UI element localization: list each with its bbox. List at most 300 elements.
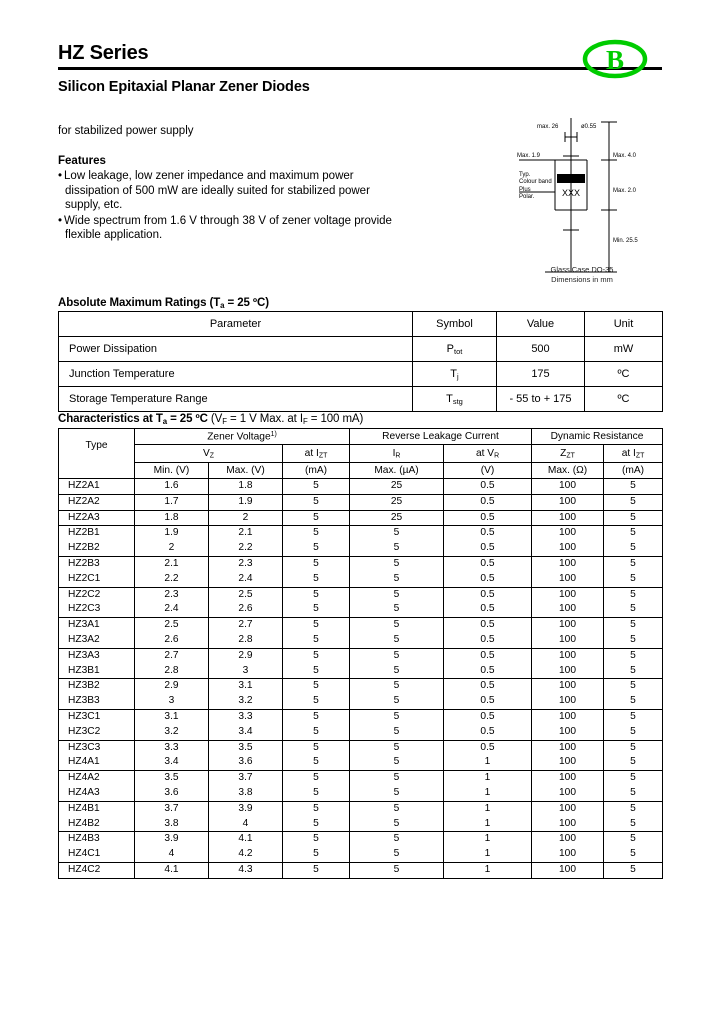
chr-cell-izt: 5 bbox=[283, 679, 350, 694]
chr-title-c-sub: F bbox=[222, 416, 227, 426]
chr-cell-izt: 5 bbox=[283, 526, 350, 541]
chr-group-dynamic-resistance: Dynamic Resistance bbox=[532, 429, 663, 445]
chr-cell-izt2: 5 bbox=[604, 541, 663, 556]
chr-cell-izt2: 5 bbox=[604, 526, 663, 541]
feature-text: Low leakage, low zener impedance and maximum power dissipation of 500 mW are ideally suited for stabilized power supply, etc. bbox=[64, 170, 370, 212]
chr-cell-type: HZ2B3 bbox=[59, 556, 135, 571]
chr-cell-izt: 5 bbox=[283, 832, 350, 847]
chr-cell-zzt: 100 bbox=[532, 694, 604, 709]
chr-cell-zzt: 100 bbox=[532, 664, 604, 679]
chr-cell-izt: 5 bbox=[283, 755, 350, 770]
amr-title-sub: a bbox=[220, 300, 225, 310]
chr-cell-vr: 0.5 bbox=[444, 648, 532, 663]
absolute-maximum-ratings-title bbox=[58, 297, 269, 310]
chr-cell-type: HZ4B1 bbox=[59, 801, 135, 816]
chr-sym-zzt bbox=[532, 445, 604, 463]
chr-cell-zzt: 100 bbox=[532, 847, 604, 862]
characteristics-table bbox=[58, 428, 662, 879]
chr-cell-vz-min: 4.1 bbox=[135, 862, 209, 878]
chr-cell-vr: 0.5 bbox=[444, 709, 532, 724]
chr-cell-type: HZ4C1 bbox=[59, 847, 135, 862]
amr-title-main: Absolute Maximum Ratings (T bbox=[58, 297, 221, 309]
chr-cell-vz-max: 4.1 bbox=[209, 832, 283, 847]
chr-sym-at-vr bbox=[444, 445, 532, 463]
chr-cell-type: HZ3C3 bbox=[59, 740, 135, 755]
chr-cell-vz-max: 3.3 bbox=[209, 709, 283, 724]
chr-cell-zzt: 100 bbox=[532, 479, 604, 495]
chr-cell-vz-max: 3.9 bbox=[209, 801, 283, 816]
chr-cell-vz-max: 2.7 bbox=[209, 618, 283, 633]
chr-cell-izt: 5 bbox=[283, 510, 350, 526]
package-caption-line2: Dimensions in mm bbox=[551, 275, 613, 284]
svg-text:Polar.: Polar. bbox=[519, 194, 535, 200]
table-row bbox=[59, 725, 663, 740]
chr-cell-type: HZ3C2 bbox=[59, 725, 135, 740]
chr-cell-izt: 5 bbox=[283, 862, 350, 878]
chr-cell-vz-max: 3.5 bbox=[209, 740, 283, 755]
chr-cell-vz-min: 3.6 bbox=[135, 786, 209, 801]
chr-cell-ir: 5 bbox=[350, 709, 444, 724]
table-row bbox=[59, 801, 663, 816]
chr-cell-izt: 5 bbox=[283, 602, 350, 617]
chr-sym-at-izt bbox=[283, 445, 350, 463]
chr-cell-izt2: 5 bbox=[604, 786, 663, 801]
chr-cell-type: HZ2B1 bbox=[59, 526, 135, 541]
chr-cell-zzt: 100 bbox=[532, 556, 604, 571]
chr-cell-izt: 5 bbox=[283, 587, 350, 602]
chr-cell-vz-min: 2.4 bbox=[135, 602, 209, 617]
table-row bbox=[59, 740, 663, 755]
chr-cell-izt: 5 bbox=[283, 801, 350, 816]
chr-cell-vz-max: 2.1 bbox=[209, 526, 283, 541]
chr-cell-vz-max: 4.2 bbox=[209, 847, 283, 862]
chr-cell-type: HZ3B2 bbox=[59, 679, 135, 694]
chr-cell-izt2: 5 bbox=[604, 648, 663, 663]
chr-cell-ir: 5 bbox=[350, 679, 444, 694]
table-row bbox=[59, 387, 663, 412]
chr-cell-izt2: 5 bbox=[604, 664, 663, 679]
chr-cell-ir: 25 bbox=[350, 479, 444, 495]
chr-cell-ir: 5 bbox=[350, 832, 444, 847]
bullet-icon: • bbox=[58, 214, 63, 227]
footnote-marker: 1) bbox=[270, 430, 277, 438]
features-heading: Features bbox=[58, 155, 106, 167]
svg-text:Max. 4.0: Max. 4.0 bbox=[613, 153, 637, 159]
chr-cell-ir: 5 bbox=[350, 694, 444, 709]
chr-cell-izt: 5 bbox=[283, 479, 350, 495]
svg-text:B: B bbox=[605, 45, 625, 75]
chr-unit-izt2: (mA) bbox=[604, 463, 663, 479]
table-row bbox=[59, 556, 663, 571]
chr-cell-vr: 1 bbox=[444, 801, 532, 816]
chr-cell-vz-max: 2.9 bbox=[209, 648, 283, 663]
chr-group-zener-voltage bbox=[135, 429, 350, 445]
chr-cell-vz-min: 2.7 bbox=[135, 648, 209, 663]
chr-cell-ir: 5 bbox=[350, 618, 444, 633]
chr-cell-ir: 5 bbox=[350, 771, 444, 786]
chr-cell-vz-max: 3.8 bbox=[209, 786, 283, 801]
chr-cell-vz-min: 2 bbox=[135, 541, 209, 556]
symbol-base: at I bbox=[621, 447, 636, 459]
chr-cell-vz-min: 3.7 bbox=[135, 801, 209, 816]
table-header-row bbox=[59, 312, 663, 337]
chr-cell-ir: 5 bbox=[350, 664, 444, 679]
symbol-subscript: R bbox=[395, 452, 401, 460]
chr-cell-type: HZ3A2 bbox=[59, 633, 135, 648]
chr-cell-ir: 25 bbox=[350, 494, 444, 510]
table-row bbox=[59, 602, 663, 617]
chr-cell-vz-max: 2.4 bbox=[209, 572, 283, 587]
chr-unit-vz-min: Min. (V) bbox=[135, 463, 209, 479]
colour-band bbox=[557, 174, 585, 183]
amr-parameter: Junction Temperature bbox=[59, 362, 413, 387]
chr-cell-ir: 5 bbox=[350, 633, 444, 648]
chr-cell-izt2: 5 bbox=[604, 709, 663, 724]
chr-cell-zzt: 100 bbox=[532, 755, 604, 770]
package-caption bbox=[497, 265, 667, 285]
bullet-icon: • bbox=[58, 170, 63, 182]
table-row bbox=[59, 587, 663, 602]
chr-cell-type: HZ2C2 bbox=[59, 587, 135, 602]
chr-cell-type: HZ3A1 bbox=[59, 618, 135, 633]
chr-cell-izt: 5 bbox=[283, 771, 350, 786]
chr-cell-zzt: 100 bbox=[532, 801, 604, 816]
chr-cell-izt2: 5 bbox=[604, 862, 663, 878]
chr-cell-izt: 5 bbox=[283, 541, 350, 556]
amr-value: - 55 to + 175 bbox=[497, 387, 585, 412]
chr-cell-zzt: 100 bbox=[532, 541, 604, 556]
chr-cell-vr: 1 bbox=[444, 832, 532, 847]
table-row bbox=[59, 862, 663, 878]
chr-cell-vr: 0.5 bbox=[444, 510, 532, 526]
symbol-subscript: ZT bbox=[566, 452, 575, 460]
chr-title-c-open: (V bbox=[210, 413, 223, 425]
symbol-base: at V bbox=[475, 447, 495, 459]
body-marking-label: XXX bbox=[561, 188, 581, 198]
chr-cell-zzt: 100 bbox=[532, 725, 604, 740]
chr-cell-vz-max: 2.8 bbox=[209, 633, 283, 648]
chr-cell-vr: 1 bbox=[444, 755, 532, 770]
document-tagline: for stabilized power supply bbox=[58, 125, 194, 137]
chr-cell-vr: 0.5 bbox=[444, 602, 532, 617]
chr-cell-vz-min: 3.1 bbox=[135, 709, 209, 724]
chr-cell-vz-max: 4 bbox=[209, 817, 283, 832]
amr-value: 175 bbox=[497, 362, 585, 387]
chr-title-c-mid: = 1 V Max. at I bbox=[226, 413, 303, 425]
svg-text:Max. 1.9: Max. 1.9 bbox=[517, 153, 541, 159]
chr-cell-izt: 5 bbox=[283, 847, 350, 862]
chr-cell-izt2: 5 bbox=[604, 740, 663, 755]
chr-cell-type: HZ4A3 bbox=[59, 786, 135, 801]
chr-cell-izt: 5 bbox=[283, 494, 350, 510]
amr-symbol bbox=[413, 337, 497, 362]
chr-unit-type-blank bbox=[59, 463, 135, 479]
group-label: Zener Voltage bbox=[207, 431, 271, 443]
chr-cell-izt2: 5 bbox=[604, 847, 663, 862]
table-row bbox=[59, 572, 663, 587]
chr-cell-vr: 0.5 bbox=[444, 664, 532, 679]
chr-cell-vz-max: 2.6 bbox=[209, 602, 283, 617]
chr-cell-vz-min: 3.9 bbox=[135, 832, 209, 847]
amr-title-rest: = 25 ºC) bbox=[224, 297, 269, 309]
chr-cell-vz-max: 1.9 bbox=[209, 494, 283, 510]
table-row bbox=[59, 541, 663, 556]
chr-cell-izt: 5 bbox=[283, 709, 350, 724]
chr-cell-vz-min: 1.6 bbox=[135, 479, 209, 495]
chr-cell-zzt: 100 bbox=[532, 832, 604, 847]
chr-cell-type: HZ2A2 bbox=[59, 494, 135, 510]
chr-cell-vz-max: 3.7 bbox=[209, 771, 283, 786]
table-group-header-row bbox=[59, 429, 663, 445]
chr-cell-vz-max: 3.6 bbox=[209, 755, 283, 770]
chr-cell-izt2: 5 bbox=[604, 679, 663, 694]
chr-cell-izt: 5 bbox=[283, 572, 350, 587]
chr-cell-zzt: 100 bbox=[532, 740, 604, 755]
table-row bbox=[59, 709, 663, 724]
chr-unit-vz-max: Max. (V) bbox=[209, 463, 283, 479]
table-row bbox=[59, 786, 663, 801]
chr-cell-vz-min: 2.9 bbox=[135, 679, 209, 694]
chr-cell-vz-min: 2.2 bbox=[135, 572, 209, 587]
do35-package-diagram bbox=[497, 112, 667, 290]
svg-text:Max. 2.0: Max. 2.0 bbox=[613, 188, 637, 194]
chr-cell-vz-min: 3.3 bbox=[135, 740, 209, 755]
chr-cell-vz-max: 2 bbox=[209, 510, 283, 526]
amr-col-unit: Unit bbox=[585, 312, 663, 337]
chr-cell-type: HZ4B2 bbox=[59, 817, 135, 832]
chr-cell-vr: 0.5 bbox=[444, 541, 532, 556]
chr-title-a: Characteristics at T bbox=[58, 413, 163, 425]
amr-unit: ºC bbox=[585, 362, 663, 387]
chr-cell-vr: 0.5 bbox=[444, 526, 532, 541]
table-row bbox=[59, 648, 663, 663]
table-symbol-header-row bbox=[59, 445, 663, 463]
chr-cell-vz-min: 2.3 bbox=[135, 587, 209, 602]
table-row bbox=[59, 494, 663, 510]
chr-cell-vz-max: 2.3 bbox=[209, 556, 283, 571]
chr-cell-ir: 5 bbox=[350, 740, 444, 755]
chr-col-type: Type bbox=[59, 429, 135, 463]
chr-cell-izt2: 5 bbox=[604, 510, 663, 526]
chr-unit-izt: (mA) bbox=[283, 463, 350, 479]
chr-title-a-sub: a bbox=[162, 416, 167, 426]
chr-cell-vz-min: 3.8 bbox=[135, 817, 209, 832]
svg-text:max. 26: max. 26 bbox=[537, 124, 559, 130]
chr-cell-vr: 0.5 bbox=[444, 572, 532, 587]
chr-cell-vr: 0.5 bbox=[444, 587, 532, 602]
chr-cell-vz-max: 2.5 bbox=[209, 587, 283, 602]
chr-cell-ir: 25 bbox=[350, 510, 444, 526]
characteristics-table-body bbox=[59, 479, 663, 879]
chr-cell-izt2: 5 bbox=[604, 618, 663, 633]
chr-title-c-close: = 100 mA) bbox=[307, 413, 364, 425]
symbol-base: V bbox=[202, 447, 210, 459]
svg-text:Colour band: Colour band bbox=[519, 179, 552, 185]
amr-parameter: Power Dissipation bbox=[59, 337, 413, 362]
chr-cell-zzt: 100 bbox=[532, 648, 604, 663]
chr-cell-ir: 5 bbox=[350, 541, 444, 556]
chr-cell-vr: 1 bbox=[444, 771, 532, 786]
chr-cell-zzt: 100 bbox=[532, 633, 604, 648]
chr-cell-vr: 1 bbox=[444, 817, 532, 832]
svg-text:ø0.55: ø0.55 bbox=[581, 124, 597, 130]
symbol-base: Z bbox=[560, 447, 567, 459]
table-row bbox=[59, 337, 663, 362]
feature-text: Wide spectrum from 1.6 V through 38 V of zener voltage provide flexible application. bbox=[64, 214, 392, 242]
chr-cell-type: HZ2A1 bbox=[59, 479, 135, 495]
chr-cell-zzt: 100 bbox=[532, 786, 604, 801]
amr-unit: mW bbox=[585, 337, 663, 362]
chr-cell-ir: 5 bbox=[350, 602, 444, 617]
amr-col-symbol: Symbol bbox=[413, 312, 497, 337]
table-row bbox=[59, 618, 663, 633]
chr-cell-type: HZ2C1 bbox=[59, 572, 135, 587]
chr-cell-vz-max: 3.1 bbox=[209, 679, 283, 694]
chr-cell-ir: 5 bbox=[350, 847, 444, 862]
chr-cell-izt: 5 bbox=[283, 556, 350, 571]
chr-cell-zzt: 100 bbox=[532, 587, 604, 602]
chr-cell-type: HZ3B3 bbox=[59, 694, 135, 709]
chr-cell-vz-min: 3 bbox=[135, 694, 209, 709]
chr-cell-vr: 1 bbox=[444, 786, 532, 801]
chr-cell-type: HZ4A2 bbox=[59, 771, 135, 786]
chr-cell-type: HZ2B2 bbox=[59, 541, 135, 556]
symbol-subscript: Z bbox=[209, 452, 215, 460]
chr-cell-vr: 0.5 bbox=[444, 725, 532, 740]
svg-text:Typ.: Typ. bbox=[519, 172, 531, 178]
chr-sym-vz bbox=[135, 445, 283, 463]
chr-cell-izt2: 5 bbox=[604, 755, 663, 770]
chr-cell-izt2: 5 bbox=[604, 694, 663, 709]
logo-b-oval-icon bbox=[578, 38, 652, 82]
chr-cell-vr: 0.5 bbox=[444, 556, 532, 571]
chr-cell-izt2: 5 bbox=[604, 479, 663, 495]
amr-parameter: Storage Temperature Range bbox=[59, 387, 413, 412]
chr-cell-izt: 5 bbox=[283, 648, 350, 663]
chr-sym-at-izt2 bbox=[604, 445, 663, 463]
chr-cell-zzt: 100 bbox=[532, 709, 604, 724]
chr-cell-izt2: 5 bbox=[604, 494, 663, 510]
table-row bbox=[59, 679, 663, 694]
chr-cell-izt: 5 bbox=[283, 725, 350, 740]
chr-cell-ir: 5 bbox=[350, 862, 444, 878]
chr-cell-izt: 5 bbox=[283, 740, 350, 755]
chr-cell-vz-min: 1.8 bbox=[135, 510, 209, 526]
chr-cell-vz-max: 3.2 bbox=[209, 694, 283, 709]
chr-cell-ir: 5 bbox=[350, 572, 444, 587]
chr-cell-vz-min: 2.1 bbox=[135, 556, 209, 571]
table-row bbox=[59, 664, 663, 679]
chr-cell-vr: 0.5 bbox=[444, 679, 532, 694]
chr-cell-type: HZ4B3 bbox=[59, 832, 135, 847]
chr-cell-izt2: 5 bbox=[604, 633, 663, 648]
amr-col-parameter: Parameter bbox=[59, 312, 413, 337]
table-row bbox=[59, 362, 663, 387]
symbol-base: T bbox=[446, 392, 453, 405]
chr-cell-izt2: 5 bbox=[604, 587, 663, 602]
page-title: HZ Series bbox=[58, 42, 149, 64]
symbol-subscript: ZT bbox=[635, 452, 645, 460]
chr-cell-izt2: 5 bbox=[604, 817, 663, 832]
chr-group-reverse-leakage: Reverse Leakage Current bbox=[350, 429, 532, 445]
document-subtitle: Silicon Epitaxial Planar Zener Diodes bbox=[58, 79, 310, 95]
chr-cell-vz-max: 3.4 bbox=[209, 725, 283, 740]
table-row bbox=[59, 755, 663, 770]
table-row bbox=[59, 817, 663, 832]
chr-cell-vr: 1 bbox=[444, 847, 532, 862]
chr-cell-izt2: 5 bbox=[604, 556, 663, 571]
chr-cell-vz-min: 1.7 bbox=[135, 494, 209, 510]
chr-cell-ir: 5 bbox=[350, 587, 444, 602]
chr-cell-vz-min: 3.4 bbox=[135, 755, 209, 770]
chr-cell-ir: 5 bbox=[350, 817, 444, 832]
chr-cell-zzt: 100 bbox=[532, 771, 604, 786]
table-row bbox=[59, 771, 663, 786]
chr-cell-vz-min: 3.2 bbox=[135, 725, 209, 740]
chr-cell-type: HZ3A3 bbox=[59, 648, 135, 663]
document-header bbox=[58, 42, 662, 95]
chr-cell-ir: 5 bbox=[350, 801, 444, 816]
table-row bbox=[59, 847, 663, 862]
chr-cell-vr: 0.5 bbox=[444, 740, 532, 755]
characteristics-title bbox=[58, 413, 363, 426]
chr-cell-vz-max: 2.2 bbox=[209, 541, 283, 556]
chr-cell-izt: 5 bbox=[283, 694, 350, 709]
amr-unit: ºC bbox=[585, 387, 663, 412]
svg-text:Min. 25.5: Min. 25.5 bbox=[613, 238, 638, 244]
symbol-subscript: ZT bbox=[318, 452, 328, 460]
chr-cell-vz-max: 3 bbox=[209, 664, 283, 679]
chr-cell-zzt: 100 bbox=[532, 817, 604, 832]
chr-cell-izt2: 5 bbox=[604, 602, 663, 617]
symbol-base: at I bbox=[304, 447, 319, 459]
symbol-base: I bbox=[392, 447, 396, 459]
chr-cell-ir: 5 bbox=[350, 648, 444, 663]
company-logo bbox=[578, 38, 652, 82]
chr-cell-vr: 0.5 bbox=[444, 633, 532, 648]
chr-cell-izt: 5 bbox=[283, 786, 350, 801]
absolute-maximum-ratings-table bbox=[58, 311, 662, 412]
chr-cell-vz-max: 1.8 bbox=[209, 479, 283, 495]
amr-symbol bbox=[413, 362, 497, 387]
feature-item bbox=[58, 214, 398, 243]
chr-cell-vr: 0.5 bbox=[444, 618, 532, 633]
chr-cell-zzt: 100 bbox=[532, 526, 604, 541]
chr-unit-zzt: Max. (Ω) bbox=[532, 463, 604, 479]
chr-cell-izt: 5 bbox=[283, 633, 350, 648]
chr-cell-type: HZ4C2 bbox=[59, 862, 135, 878]
symbol-base: T bbox=[450, 367, 458, 380]
table-row bbox=[59, 633, 663, 648]
chr-cell-izt: 5 bbox=[283, 817, 350, 832]
chr-cell-vz-min: 4 bbox=[135, 847, 209, 862]
chr-cell-izt2: 5 bbox=[604, 801, 663, 816]
package-outline-drawing bbox=[497, 112, 667, 290]
amr-symbol bbox=[413, 387, 497, 412]
chr-cell-vz-min: 1.9 bbox=[135, 526, 209, 541]
symbol-subscript: tot bbox=[454, 346, 463, 356]
chr-cell-type: HZ2C3 bbox=[59, 602, 135, 617]
chr-cell-zzt: 100 bbox=[532, 679, 604, 694]
chr-cell-zzt: 100 bbox=[532, 494, 604, 510]
header-divider bbox=[58, 67, 662, 70]
table-row bbox=[59, 479, 663, 495]
chr-cell-zzt: 100 bbox=[532, 862, 604, 878]
chr-unit-ir: Max. (µA) bbox=[350, 463, 444, 479]
chr-cell-izt2: 5 bbox=[604, 725, 663, 740]
chr-cell-ir: 5 bbox=[350, 556, 444, 571]
chr-cell-zzt: 100 bbox=[532, 572, 604, 587]
